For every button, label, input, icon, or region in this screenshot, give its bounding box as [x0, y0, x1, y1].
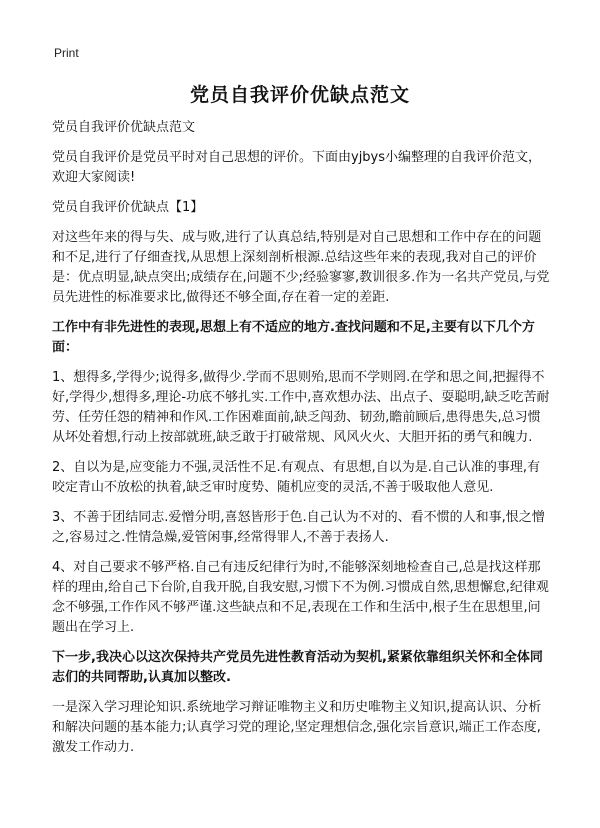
intro-paragraph: 党员自我评价是党员平时对自己思想的评价。下面由yjbys小编整理的自我评价范文，欢迎大家阅读! [52, 150, 542, 185]
subtitle-paragraph: 党员自我评价优缺点范文 [52, 120, 196, 135]
summary-paragraph: 对这些年来的得与失、成与败,进行了认真总结,特别是对自己思想和工作中存在的问题和不足,进行了仔细查找,从思想上深刻剖析根源.总结这些年来的表现,我对自己的评价是：优点明显,缺点突出;成绩存在,问题不少;经验寥寥,教训很多.作为一名共产党员,与党员先进性的标准要求比,做得还不够全面,存在着一定的差距. [52, 230, 550, 305]
page-title: 党员自我评价优缺点范文 [189, 84, 410, 106]
problem-item-3: 3、不善于团结同志.爱憎分明,喜怒皆形于色.自己认为不对的、看不惯的人和事,恨之憎之,容易过之.性情急燥,爱管闲事,经常得罪人,不善于表扬人. [52, 510, 545, 545]
problem-item-2: 2、自以为是,应变能力不强,灵活性不足.有观点、有思想,自以为是.自己认准的事理,有咬定青山不放松的执着,缺乏审时度势、随机应变的灵活,不善于吸取他人意见. [52, 460, 541, 495]
section-heading: 党员自我评价优缺点【1】 [52, 200, 204, 215]
action-item-1: 一是深入学习理论知识.系统地学习辩证唯物主义和历史唯物主义知识,提高认识、分析和解决问题的基本能力;认真学习党的理论,坚定理想信念,强化宗旨意识,端正工作态度,激发工作动力. [52, 700, 542, 755]
problem-item-1: 1、想得多,学得少;说得多,做得少.学而不思则殆,思而不学则罔.在学和思之间,把握得不好,学得少,想得多,理论-功底不够扎实.工作中,喜欢想办法、出点子、耍聪明,缺乏吃苦耐劳、任劳任怨的精神和作风.工作困难面前,缺乏闯劲、韧劲,瞻前顾后,患得患失,总习惯从坏处着想,行动上按部就班,缺乏敢于打破常规、风风火火、大胆开拓的勇气和魄力. [52, 370, 550, 445]
next-steps-heading: 下一步,我决心以这次保持共产党员先进性教育活动为契机,紧紧依靠组织关怀和全体同志们的共同帮助,认真加以整改. [52, 650, 543, 685]
problem-item-4: 4、对自己要求不够严格.自己有违反纪律行为时,不能够深刻地检查自己,总是找这样那样的理由,给自己下台阶,自我开脱,自我安慰,习惯下不为例.习惯成自然,思想懈怠,纪律观念不够强,工作作风不够严谨.这些缺点和不足,表现在工作和生活中,根子生在思想里,问题出在学习上. [52, 560, 549, 635]
problems-heading: 工作中有非先进性的表现,思想上有不适应的地方.查找问题和不足,主要有以下几个方面： [52, 320, 535, 355]
print-link[interactable]: Print [54, 46, 79, 60]
article-body [52, 118, 552, 758]
